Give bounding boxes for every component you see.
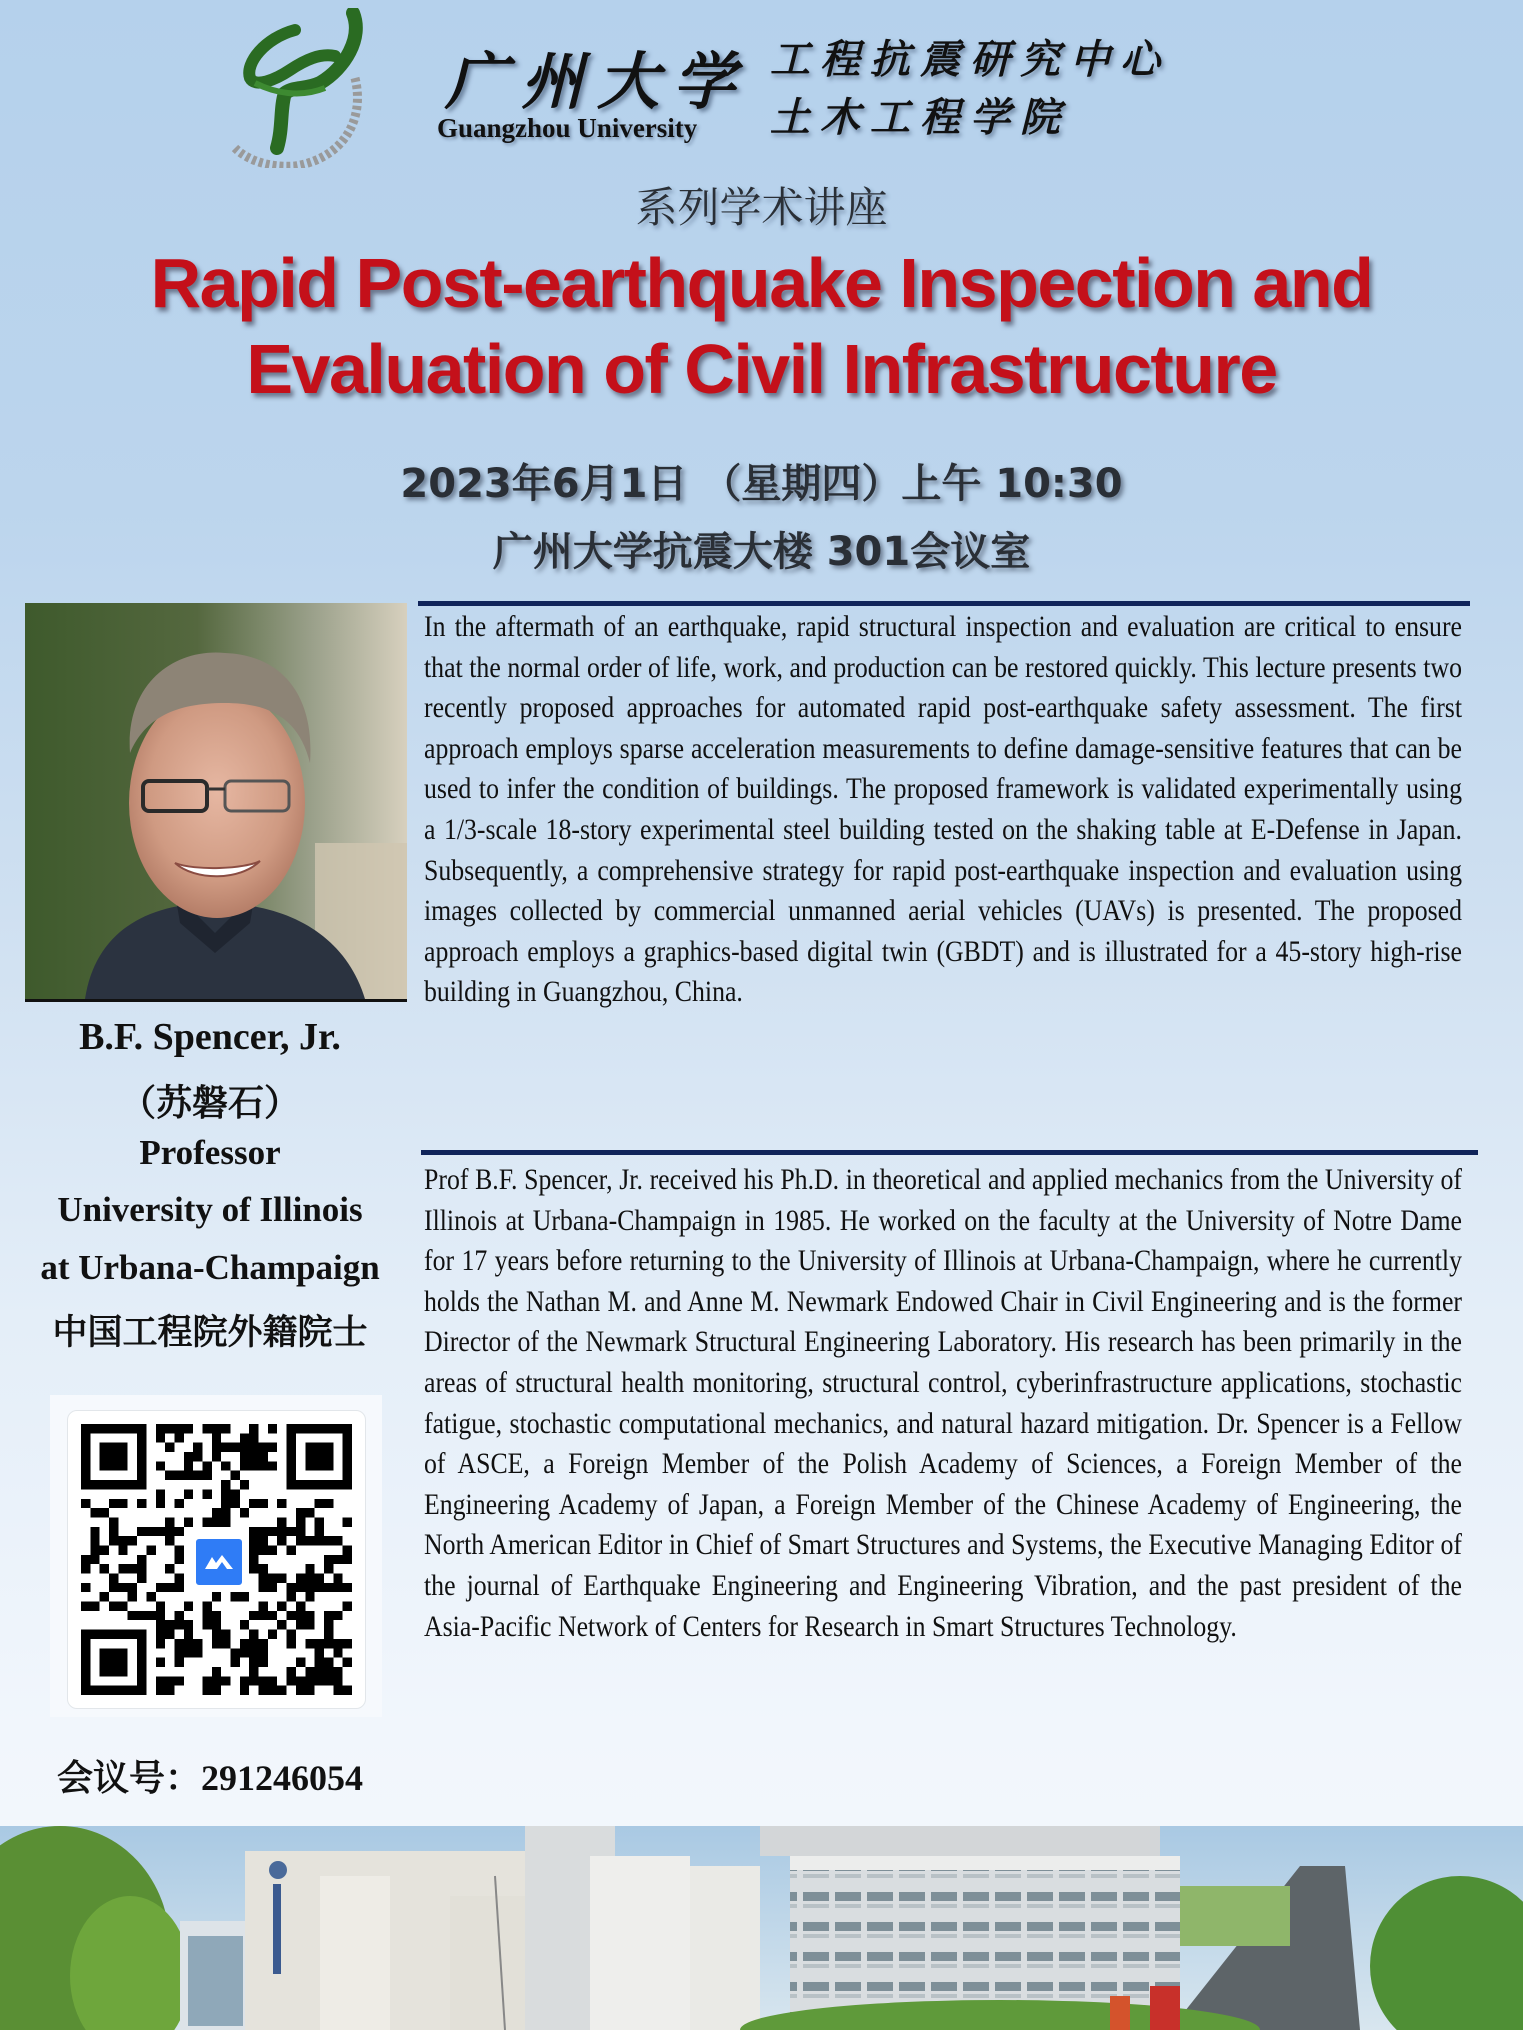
meeting-qr-card[interactable]	[50, 1395, 382, 1717]
university-emblem-icon	[225, 8, 375, 168]
speaker-name: B.F. Spencer, Jr.	[79, 1016, 341, 1058]
speaker-title: Professor	[139, 1133, 281, 1172]
lecture-series-label: 系列学术讲座	[635, 183, 888, 232]
speaker-name-cn: （苏磐石）	[119, 1083, 300, 1124]
speaker-honor: 中国工程院外籍院士	[52, 1313, 368, 1353]
meeting-id	[0, 1750, 420, 1801]
speaker-affiliation-line2: at Urbana-Champaign	[40, 1248, 380, 1287]
lecture-abstract: In the aftermath of an earthquake, rapid structural inspection and evaluation are critical to ensure that the normal order of life, work, and production can be restored quickly. This lecture presents two recently proposed approaches for automated rapid post-earthquake safety assessment. The first approach employs sparse acceleration measurements to define damage-sensitive features that can be used to infer the condition of buildings. The proposed framework is validated experimentally using a 1/3-scale 18-story experimental steel building tested on the shaking table at E-Defense in Japan. Subsequently, a comprehensive strategy for rapid post-earthquake inspection and evaluation using images collected by commercial unmanned aerial vehicles (UAVs) is presented. The proposed approach employs a graphics-based digital twin (GBDT) and is illustrated for a 45-story high-rise building in Guangzhou, China.	[424, 610, 1462, 1009]
lecture-venue: 广州大学抗震大楼 301会议室	[492, 529, 1031, 575]
lecture-title-line1: Rapid Post-earthquake Inspection and	[150, 244, 1373, 322]
university-name-en: Guangzhou University	[437, 113, 698, 143]
qr-code-frame	[67, 1410, 366, 1709]
lecture-title	[0, 240, 1523, 412]
meeting-id-label: 会议号：	[56, 1758, 201, 1799]
lecture-datetime: 2023年6月1日 （星期四）上午 10:30	[400, 461, 1123, 507]
lecture-title-line2: Evaluation of Civil Infrastructure	[246, 330, 1277, 408]
campus-buildings-photo	[0, 1826, 1523, 2030]
tencent-meeting-logo-icon	[193, 1536, 245, 1588]
meeting-id-value[interactable]: 291246054	[201, 1758, 363, 1798]
speaker-bio: Prof B.F. Spencer, Jr. received his Ph.D. in theoretical and applied mechanics from the University of Illinois at Urbana-Champaign in 1985. He worked on the faculty at the University of Notre Dame for 17 years before returning to the University of Illinois at Urbana-Champaign, where he currently holds the Nathan M. and Anne M. Newmark Endowed Chair in Civil Engineering and is the former Director of the Newmark Structural Engineering Laboratory. His research has been primarily in the areas of structural health monitoring, structural control, cyberinfrastructure applications, stochastic fatigue, stochastic computational mechanics, and natural hazard mitigation. Dr. Spencer is a Fellow of ASCE, a Foreign Member of the Polish Academy of Sciences, a Foreign Member of the Engineering Academy of Japan, a Foreign Member of the Chinese Academy of Engineering, the North American Editor in Chief of Smart Structures and Systems, the Executive Managing Editor of the journal of Earthquake Engineering and Engineering Vibration, and the past president of the Asia-Pacific Network of Centers for Research in Smart Structures Technology.	[424, 1163, 1462, 1643]
department-research-center: 工程抗震研究中心	[770, 36, 1170, 83]
abstract-divider	[418, 601, 1470, 606]
bio-divider	[421, 1150, 1478, 1155]
department-civil-engineering: 土木工程学院	[770, 94, 1070, 141]
university-name-cn: 广州大学	[445, 45, 750, 118]
speaker-photo	[25, 603, 407, 1002]
speaker-affiliation-line1: University of Illinois	[57, 1190, 363, 1229]
